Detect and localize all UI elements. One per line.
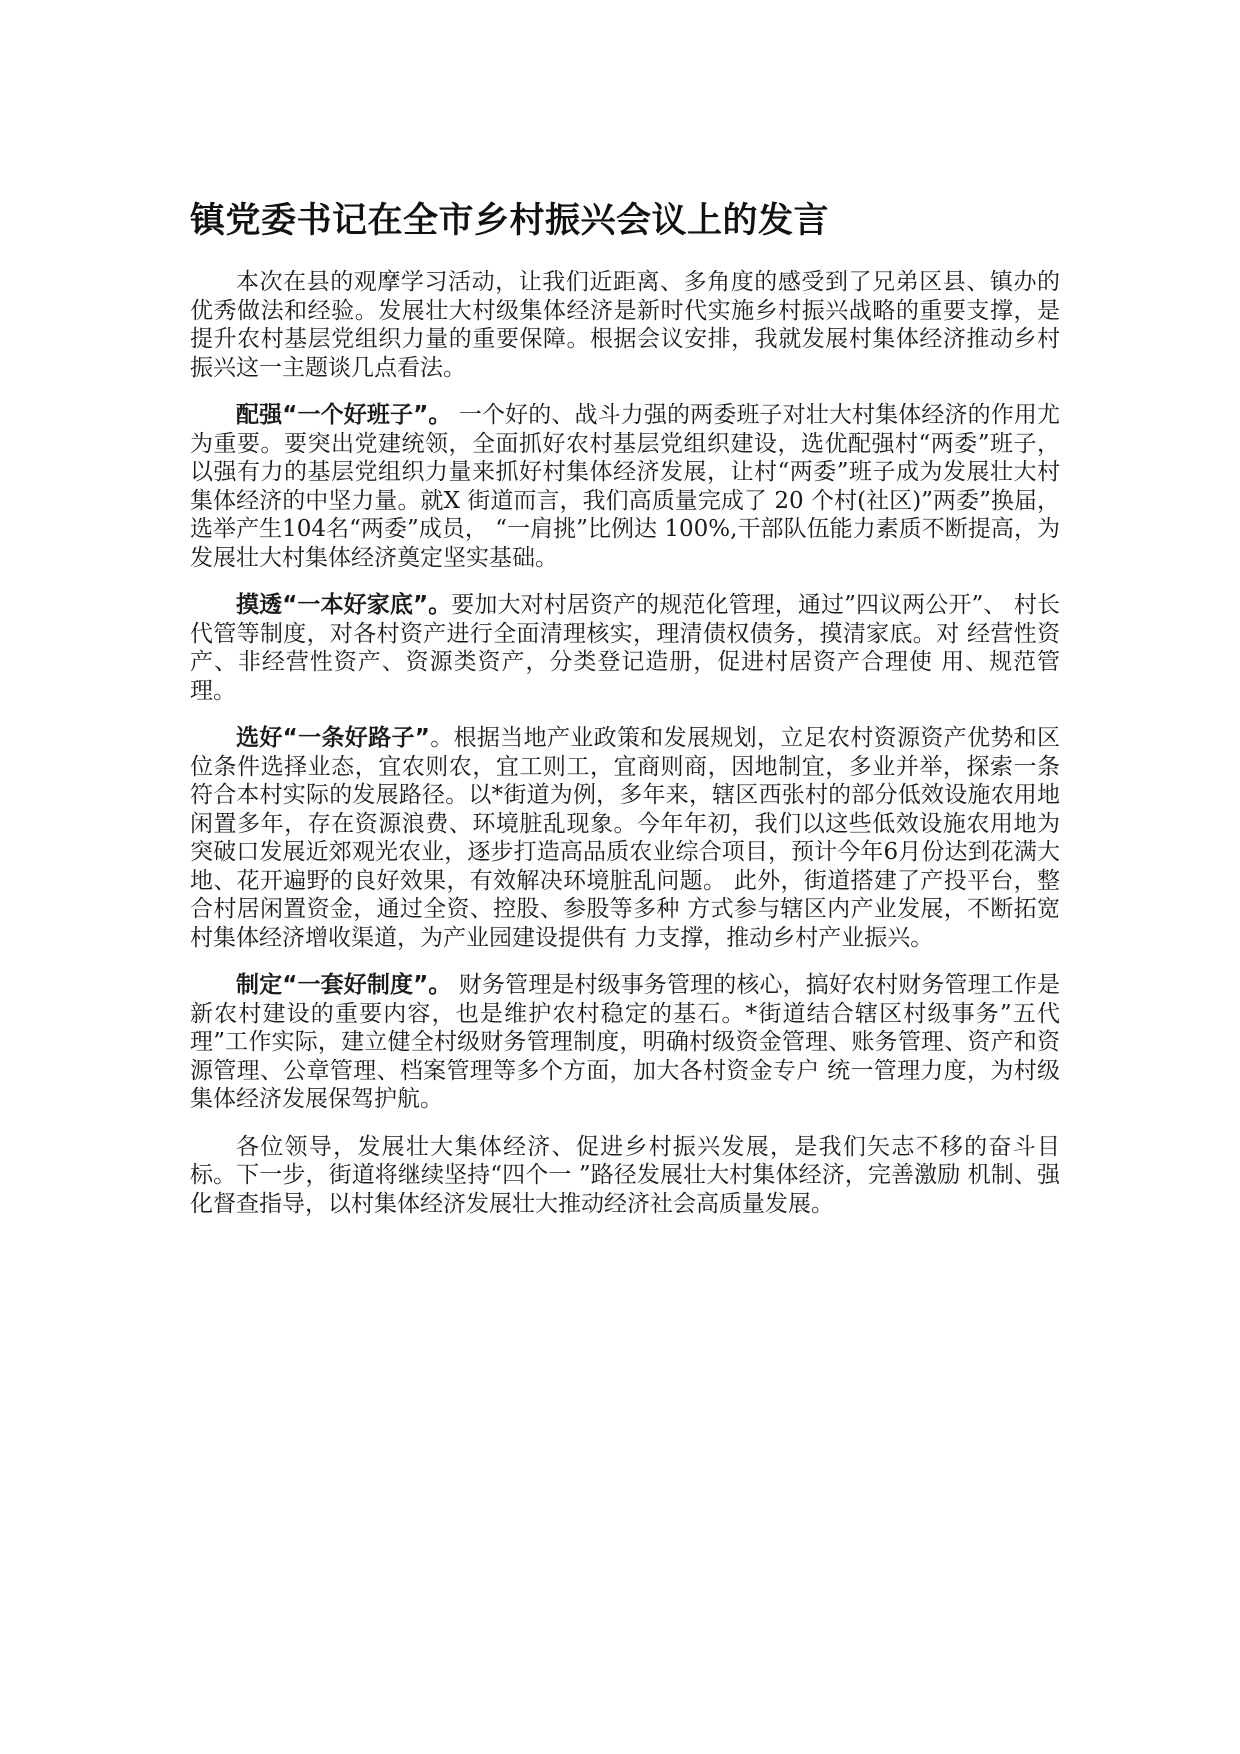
paragraph-path bbox=[190, 724, 1060, 952]
document-page bbox=[190, 196, 1060, 1237]
paragraph-heading: 制定“一套好制度”。 bbox=[236, 972, 452, 998]
paragraph-intro bbox=[190, 268, 1060, 382]
paragraph-text: 各位领导，发展壮大集体经济、促进乡村振兴发展，是我们矢志不移的奋斗目标。下一步，街道将继续坚持“四个一 ”路径发展壮大村集体经济，完善激励 机制、强化督查指导，以村集体经济发展壮大推动经济社会高质量发展。 bbox=[190, 1133, 1060, 1217]
paragraph-heading: 选好“一条好路子” bbox=[236, 725, 430, 751]
paragraph-closing bbox=[190, 1133, 1060, 1219]
paragraph-team bbox=[190, 401, 1060, 572]
paragraph-text: 财务管理是村级事务管理的核心，搞好农村财务管理工作是新农村建设的重要内容，也是维护农村稳定的基石。*街道结合辖区村级事务”五代理”工作实际，建立健全村级财务管理制度，明确村级资金管理、账务管理、资产和资源管理、公章管理、档案管理等多个方面，加大各村资金专户 统一管理力度，为村级集体经济发展保驾护航。 bbox=[190, 972, 1061, 1112]
paragraph-text: 。根据当地产业政策和发展规划，立足农村资源资产优势和区位条件选择业态，宜农则农，宜工则工，宜商则商，因地制宜，多业并举，探索一条符合本村实际的发展路径。以*街道为例，多年来，辖区西张村的部分低效设施农用地闲置多年，存在资源浪费、环境脏乱现象。今年年初，我们以这些低效设施农用地为突破口发展近郊观光农业，逐步打造高品质农业综合项目，预计今年6月份达到花满大地、花开遍野的良好效果，有效解决环境脏乱问题。 此外，街道搭建了产投平台，整合村居闲置资金，通过全资、控股、参股等多种 方式参与辖区内产业发展，不断拓宽村集体经济增收渠道，为产业园建设提供有 力支撑，推动乡村产业振兴。 bbox=[190, 725, 1060, 951]
paragraph-text: 要加大对村居资产的规范化管理，通过”四议两公开”、 村长代管等制度，对各村资产进行全面清理核实，理清债权债务，摸清家底。对 经营性资产、非经营性资产、资源类资产，分类登记造册，促进村居资产合理使 用、规范管理。 bbox=[190, 592, 1060, 704]
paragraph-heading: 配强“一个好班子”。 bbox=[236, 402, 452, 428]
document-title: 镇党委书记在全市乡村振兴会议上的发言 bbox=[190, 201, 830, 241]
paragraph-assets bbox=[190, 591, 1060, 705]
paragraph-system bbox=[190, 971, 1060, 1114]
paragraph-text: 一个好的、战斗力强的两委班子对壮大村集体经济的作用尤为重要。要突出党建统领，全面抓好农村基层党组织建设，选优配强村“两委”班子，以强有力的基层党组织力量来抓好村集体经济发展，让村“两委”班子成为发展壮大村集体经济的中坚力量。就X 街道而言，我们高质量完成了 20 个村(社区)”两委”换届，选举产生104名“两委”成员， “一肩挑”比例达 100%,干部队伍能力素质不断提高，为发展壮大村集体经济奠定坚实基础。 bbox=[190, 402, 1061, 571]
paragraph-heading: 摸透“一本好家底”。 bbox=[236, 592, 452, 618]
paragraph-text: 本次在县的观摩学习活动，让我们近距离、多角度的感受到了兄弟区县、镇办的优秀做法和经验。发展壮大村级集体经济是新时代实施乡村振兴战略的重要支撑，是提升农村基层党组织力量的重要保障。根据会议安排，我就发展村集体经济推动乡村振兴这一主题谈几点看法。 bbox=[190, 269, 1060, 381]
